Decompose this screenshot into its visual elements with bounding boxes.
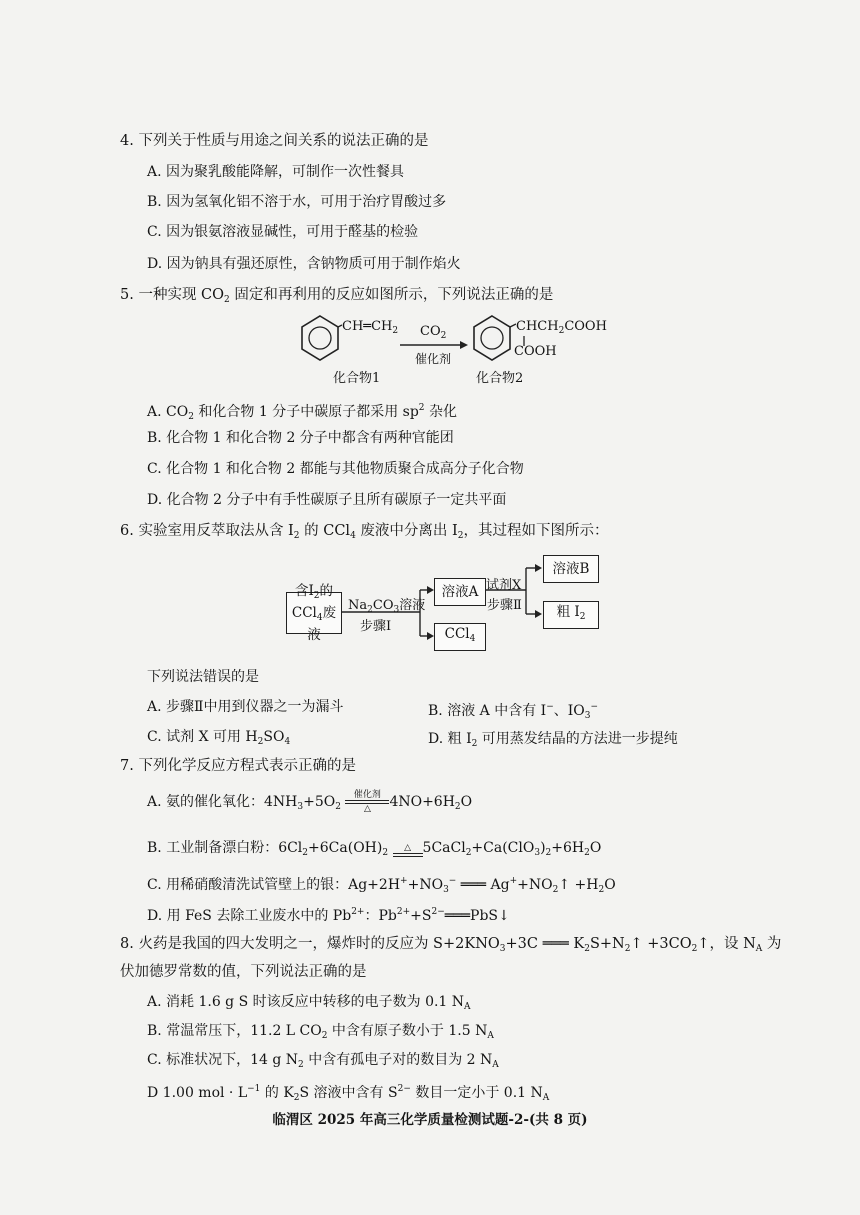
- q6-stem: 6. 实验室用反萃取法从含 $I_2$ 的 CCl$_4$ 废液中分离出 $I_2$，其过程如下图所示：: [120, 523, 609, 541]
- flow-step2: 步骤Ⅱ: [487, 598, 522, 613]
- q7-option-b: B. 工业制备漂白粉：$6Cl_2+6Ca(OH)_2$ △ $5CaCl_2+Ca(ClO_3)_2+6H_2O$: [147, 840, 602, 858]
- q7-option-c: C. 用稀硝酸清洗试管壁上的银：$Ag+2H^++NO_3^-$ ═══ $Ag^++NO_2↑ +H_2O$: [147, 876, 616, 895]
- flow-crude-i2-box: 粗 $I_2$: [543, 601, 599, 629]
- compound2-chain: $CHCH_2COOH$: [516, 319, 607, 336]
- flow-reagent1: $Na_2CO_3$溶液: [348, 598, 426, 615]
- q8-option-c: C. 标准状况下，14 g $N_2$ 中含有孤电子对的数目为 2 $N_A$: [147, 1052, 499, 1070]
- q6-option-c: C. 试剂 X 可用 $H_2SO_4$: [147, 729, 291, 747]
- q5-stem: 5. 一种实现 $CO_2$ 固定和再利用的反应如图所示，下列说法正确的是: [120, 287, 554, 305]
- reaction-catalyst: 催化剂: [415, 352, 452, 366]
- q8-option-b: B. 常温常压下，11.2 L $CO_2$ 中含有原子数小于 1.5 $N_A$: [147, 1023, 494, 1041]
- compound1-substituent: $CH═CH_2$: [342, 319, 399, 336]
- reaction-arrow: [398, 340, 470, 350]
- page-footer: 临渭区 2025 年高三化学质量检测试题-2-(共 8 页): [272, 1112, 588, 1128]
- compound2-label: 化合物2: [476, 371, 524, 386]
- q7-option-d: D. 用 FeS 去除工业废水中的 $Pb^{2+}$：$Pb^{2+}+S^{2-}═══PbS↓$: [147, 907, 510, 924]
- q5-option-b: B. 化合物 1 和化合物 2 分子中都含有两种官能团: [147, 430, 454, 446]
- flow-reagent-x: 试剂X: [486, 578, 522, 593]
- q6-option-a: A. 步骤Ⅱ中用到仪器之一为漏斗: [147, 699, 344, 715]
- q7-option-a: A. 氨的催化氧化：$4NH_3+5O_2$ 催化剂 △ $4NO+6H_2O$: [147, 790, 473, 814]
- benzene-ring-1: [298, 313, 342, 363]
- q7b-condition: △: [393, 843, 423, 857]
- compound2-cooh: COOH: [514, 344, 557, 359]
- q4-option-c: C. 因为银氨溶液显碱性，可用于醛基的检验: [147, 224, 419, 240]
- q6-option-b: B. 溶液 A 中含有 I−、$IO_3^-$: [428, 702, 599, 721]
- compound1-label: 化合物1: [333, 371, 381, 386]
- flow-arrows: [280, 550, 610, 660]
- q8-option-a: A. 消耗 1.6 g S 时该反应中转移的电子数为 0.1 $N_A$: [147, 994, 471, 1012]
- q5-option-c: C. 化合物 1 和化合物 2 都能与其他物质聚合成高分子化合物: [147, 461, 524, 477]
- benzene-ring-2: [470, 313, 516, 363]
- q4-option-a: A. 因为聚乳酸能降解，可制作一次性餐具: [147, 164, 405, 180]
- flow-start-box: 含$I_2$的 CCl$_4$废液: [286, 592, 342, 634]
- q7-stem: 7. 下列化学反应方程式表示正确的是: [120, 758, 356, 774]
- q4-stem: 4. 下列关于性质与用途之间关系的说法正确的是: [120, 133, 429, 149]
- q8-stem-line1: 8. 火药是我国的四大发明之一，爆炸时的反应为 $S+2KNO_3+3C$ ═══ $K_2S+N_2↑$ $+3CO_2↑$，设 $N_A$ 为: [120, 936, 782, 954]
- q4-option-b: B. 因为氢氧化铝不溶于水，可用于治疗胃酸过多: [147, 194, 447, 210]
- q8-stem-line2: 伏加德罗常数的值，下列说法正确的是: [120, 964, 367, 980]
- flow-step1: 步骤Ⅰ: [360, 619, 392, 634]
- flow-ccl4-box: CCl$_4$: [434, 623, 486, 651]
- flow-solution-a-box: 溶液A: [434, 578, 486, 606]
- q4-option-d: D. 因为钠具有强还原性，含钠物质可用于制作焰火: [147, 256, 461, 272]
- q6-option-d: D. 粗 $I_2$ 可用蒸发结晶的方法进一步提纯: [428, 731, 678, 749]
- q6-ask: 下列说法错误的是: [147, 669, 259, 685]
- q7a-condition: 催化剂 △: [345, 790, 389, 814]
- reaction-reagent: $CO_2$: [420, 324, 447, 341]
- q5-option-a: A. $CO_2$ 和化合物 1 分子中碳原子都采用 $sp^2$ 杂化: [147, 403, 457, 422]
- q8-option-d: D 1.00 mol · $L^{-1}$ 的 $K_2S$ 溶液中含有 $S^{2-}$ 数目一定小于 0.1 $N_A$: [147, 1084, 550, 1103]
- flow-solution-b-box: 溶液B: [543, 555, 599, 583]
- q5-option-d: D. 化合物 2 分子中有手性碳原子且所有碳原子一定共平面: [147, 492, 507, 508]
